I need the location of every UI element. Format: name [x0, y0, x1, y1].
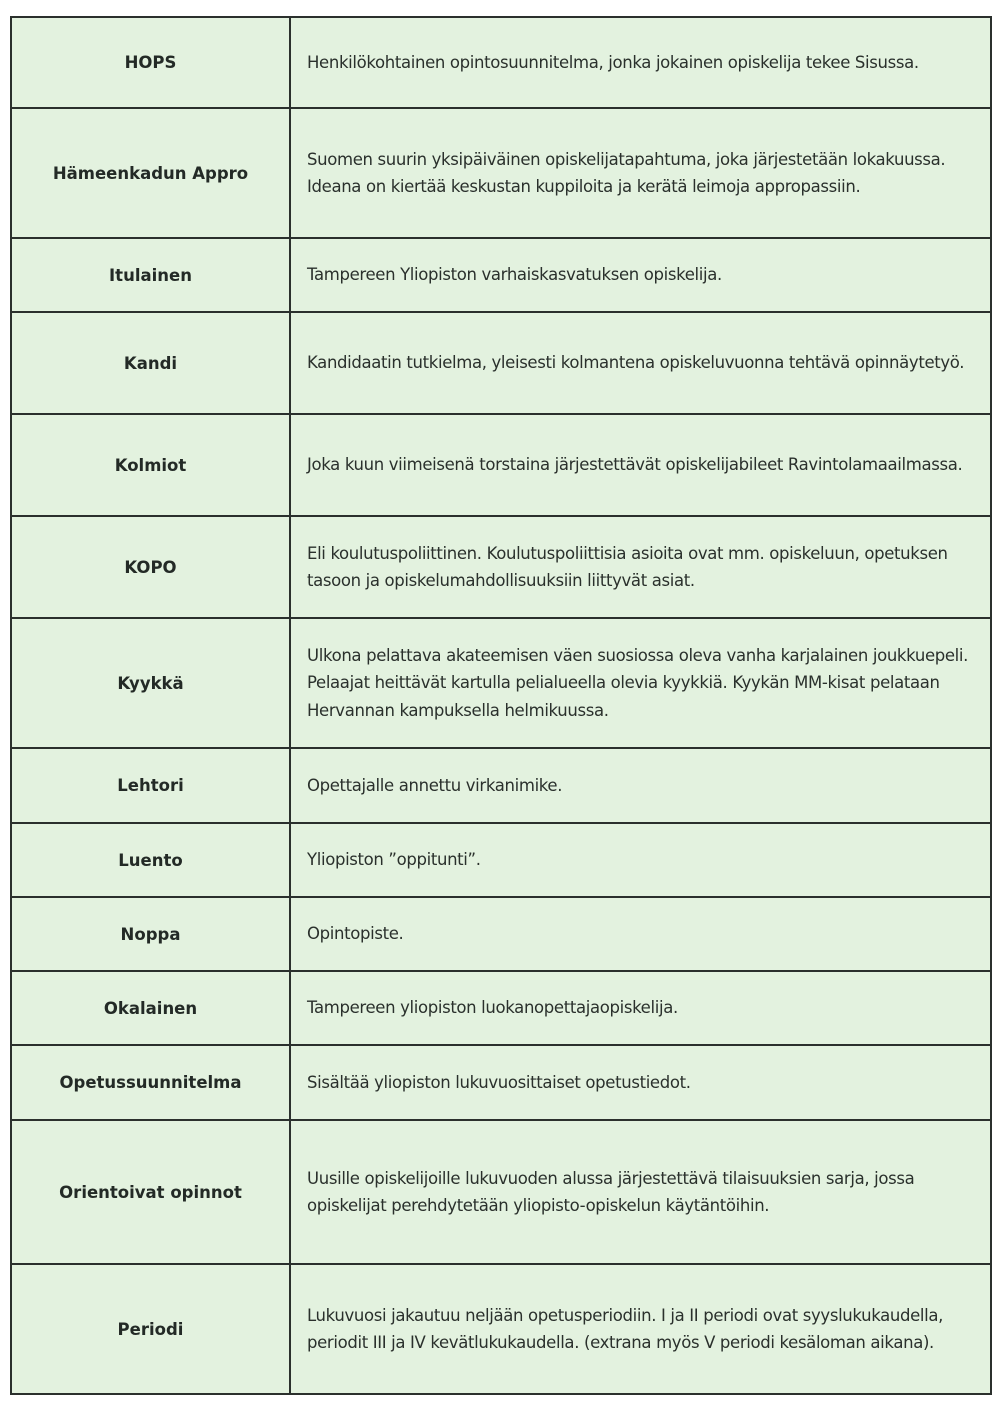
definition-cell: Suomen suurin yksipäiväinen opiskelijatapahtuma, joka järjestetään lokakuussa. Ideana on kiertää keskustan kuppiloita ja kerätä leimoja appropassiin.	[290, 108, 991, 238]
definition-cell: Ulkona pelattava akateemisen väen suosiossa oleva vanha karjalainen joukkuepeli. Pelaajat heittävät kartulla pelialueella olevia kyykkiä. Kyykän MM-kisat pelataan Hervannan kampuksella helmikuussa.	[290, 618, 991, 748]
definition-cell: Joka kuun viimeisenä torstaina järjestettävät opiskelijabileet Ravintolamaailmassa.	[290, 414, 991, 516]
definition-cell: Henkilökohtainen opintosuunnitelma, jonka jokainen opiskelija tekee Sisussa.	[290, 17, 991, 108]
table-row	[11, 516, 991, 618]
term-cell: KOPO	[11, 516, 290, 618]
table-row	[11, 748, 991, 823]
table-row	[11, 108, 991, 238]
term-cell: Luento	[11, 823, 290, 897]
term-cell: Okalainen	[11, 971, 290, 1045]
table-row	[11, 238, 991, 312]
term-cell: Kandi	[11, 312, 290, 414]
definition-cell: Tampereen yliopiston luokanopettajaopiskelija.	[290, 971, 991, 1045]
definition-cell: Uusille opiskelijoille lukuvuoden alussa järjestettävä tilaisuuksien sarja, jossa opiskelijat perehdytetään yliopisto-opiskelun käytäntöihin.	[290, 1120, 991, 1264]
definition-cell: Tampereen Yliopiston varhaiskasvatuksen opiskelija.	[290, 238, 991, 312]
table-row	[11, 971, 991, 1045]
definition-cell: Lukuvuosi jakautuu neljään opetusperiodiin. I ja II periodi ovat syyslukukaudella, periodit III ja IV kevätlukukaudella. (extrana myös V periodi kesäloman aikana).	[290, 1264, 991, 1394]
definition-cell: Opintopiste.	[290, 897, 991, 971]
table-row	[11, 1120, 991, 1264]
term-cell: Periodi	[11, 1264, 290, 1394]
definition-cell: Kandidaatin tutkielma, yleisesti kolmantena opiskeluvuonna tehtävä opinnäytetyö.	[290, 312, 991, 414]
table-row	[11, 823, 991, 897]
term-cell: Itulainen	[11, 238, 290, 312]
definition-cell: Opettajalle annettu virkanimike.	[290, 748, 991, 823]
table-row	[11, 312, 991, 414]
table-row	[11, 414, 991, 516]
table-row	[11, 1045, 991, 1120]
definition-cell: Yliopiston ”oppitunti”.	[290, 823, 991, 897]
glossary-table	[10, 16, 992, 1395]
term-cell: HOPS	[11, 17, 290, 108]
table-row	[11, 17, 991, 108]
term-cell: Kyykkä	[11, 618, 290, 748]
definition-cell: Eli koulutuspoliittinen. Koulutuspoliittisia asioita ovat mm. opiskeluun, opetuksen tasoon ja opiskelumahdollisuuksiin liittyvät asiat.	[290, 516, 991, 618]
term-cell: Lehtori	[11, 748, 290, 823]
term-cell: Hämeenkadun Appro	[11, 108, 290, 238]
table-row	[11, 897, 991, 971]
definition-cell: Sisältää yliopiston lukuvuosittaiset opetustiedot.	[290, 1045, 991, 1120]
table-row	[11, 1264, 991, 1394]
table-row	[11, 618, 991, 748]
term-cell: Opetussuunnitelma	[11, 1045, 290, 1120]
term-cell: Orientoivat opinnot	[11, 1120, 290, 1264]
term-cell: Noppa	[11, 897, 290, 971]
term-cell: Kolmiot	[11, 414, 290, 516]
